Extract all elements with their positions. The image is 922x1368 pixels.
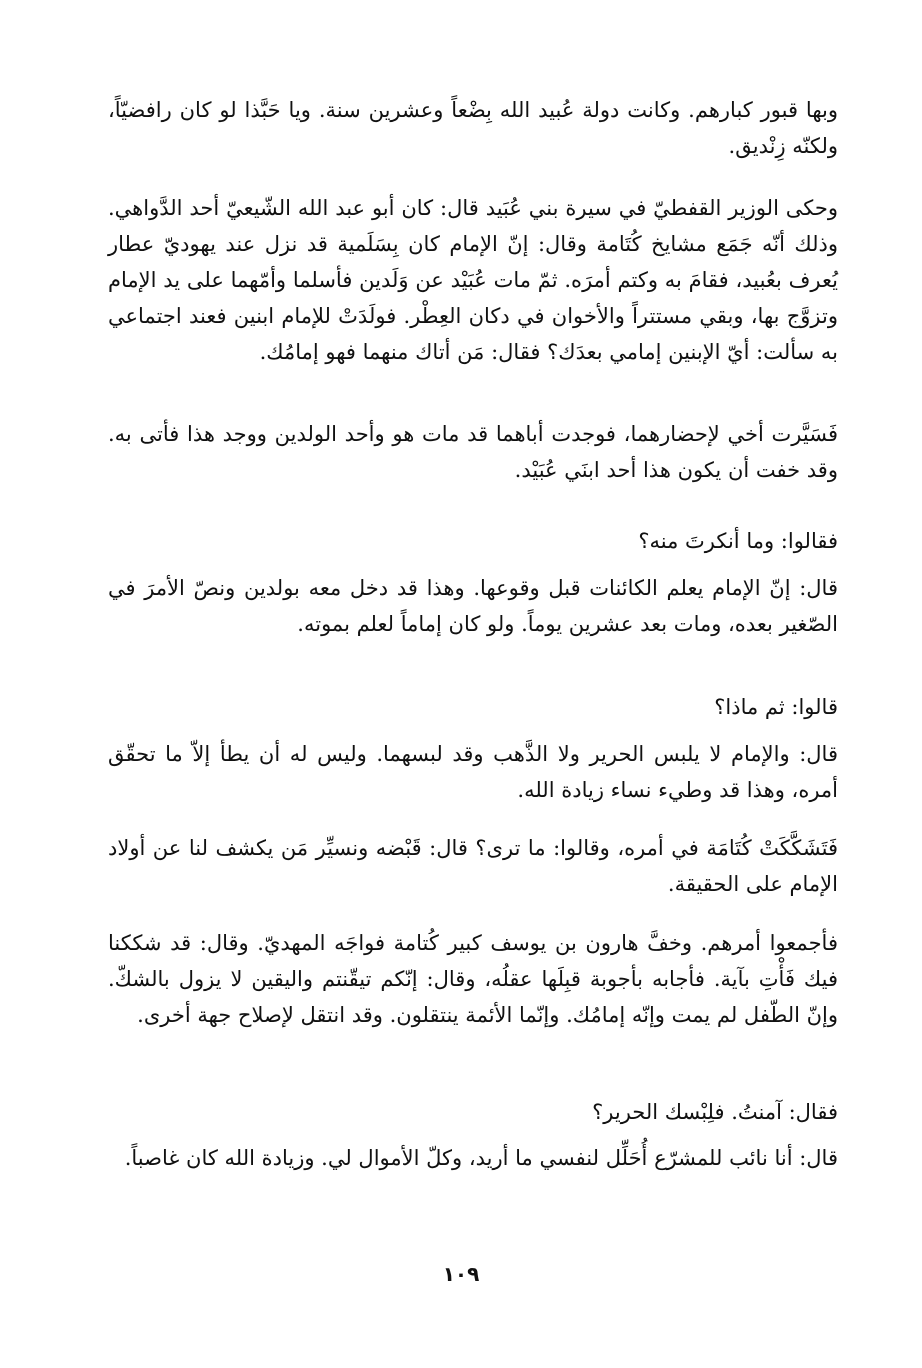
paragraph-6: قالوا: ثم ماذا؟ xyxy=(714,695,838,719)
paragraph-4: فقالوا: وما أنكرتَ منه؟ xyxy=(638,529,838,553)
paragraph-9: فأجمعوا أمرهم. وخفَّ هارون بن يوسف كبير كُتامة فواجَه المهديّ. وقال: قد شككنا فيك فَأْتِ بآية. فأجابه بأجوبة قبِلَها عقلُه، وقال: إنّكم تيقّنتم واليقين لا يزول بالشكّ. وإنّ الطّفل لم يمت وإنّه إمامُك. وإنّما الأئمة ينتقلون. وقد انتقل لإصلاح جهة أخرى. xyxy=(108,931,838,1027)
paragraph-2: وحكى الوزير القفطيّ في سيرة بني عُبَيد قال: كان أبو عبد الله الشّيعيّ أحد الدَّواهي. وذلك أنّه جَمَع مشايخ كُتَامة وقال: إنّ الإمام كان بِسَلَمية قد نزل عند يهوديّ عطار يُعرف بعُبيد، فقامَ به وكتم أمرَه. ثمّ مات عُبَيْد عن وَلَدين فأسلما وأمّهما على يد الإمام وتزوَّج بها، وبقي مستتراً والأخوان في دكان العِطْر. فولَدَتْ للإمام ابنين فعند اجتماعي به سألت: أيّ الإبنين إمامي بعدَك؟ فقال: مَن أتاك منهما فهو إمامُك. xyxy=(108,196,838,364)
paragraph-8: فَتَشَكَّكَتْ كُتَامَة في أمره، وقالوا: ما ترى؟ قال: قَبْضه ونسيِّر مَن يكشف لنا عن أولاد الإمام على الحقيقة. xyxy=(108,836,838,896)
paragraph-11: قال: أنا نائب للمشرّع أُحَلِّل لنفسي ما أريد، وكلّ الأموال لي. وزيادة الله كان غاصباً. xyxy=(124,1146,838,1170)
paragraph-1: وبها قبور كبارهم. وكانت دولة عُبيد الله بِضْعاً وعشرين سنة. ويا حَبَّذا لو كان رافضيّاً، ولكنّه زِنْديق. xyxy=(108,98,838,158)
paragraph-3: فَسَيَّرت أخي لإحضارهما، فوجدت أباهما قد مات هو وأحد الولدين ووجد هذا فأتى به. وقد خفت أن يكون هذا أحد ابنَي عُبَيْد. xyxy=(108,422,838,482)
paragraph-10: فقال: آمنتُ. فلِبْسك الحرير؟ xyxy=(592,1100,838,1124)
paragraph-7: قال: والإمام لا يلبس الحرير ولا الذَّهب وقد لبسهما. وليس له أن يطأ إلاّ ما تحقّق أمره، وهذا قد وطيء نساء زيادة الله. xyxy=(108,742,838,802)
paragraph-5: قال: إنّ الإمام يعلم الكائنات قبل وقوعها. وهذا قد دخل معه بولدين ونصّ الأمرَ في الصّغير بعده، ومات بعد عشرين يوماً. ولو كان إماماً لعلم بموته. xyxy=(108,576,838,636)
page-number: ١٠٩ xyxy=(442,1262,480,1286)
